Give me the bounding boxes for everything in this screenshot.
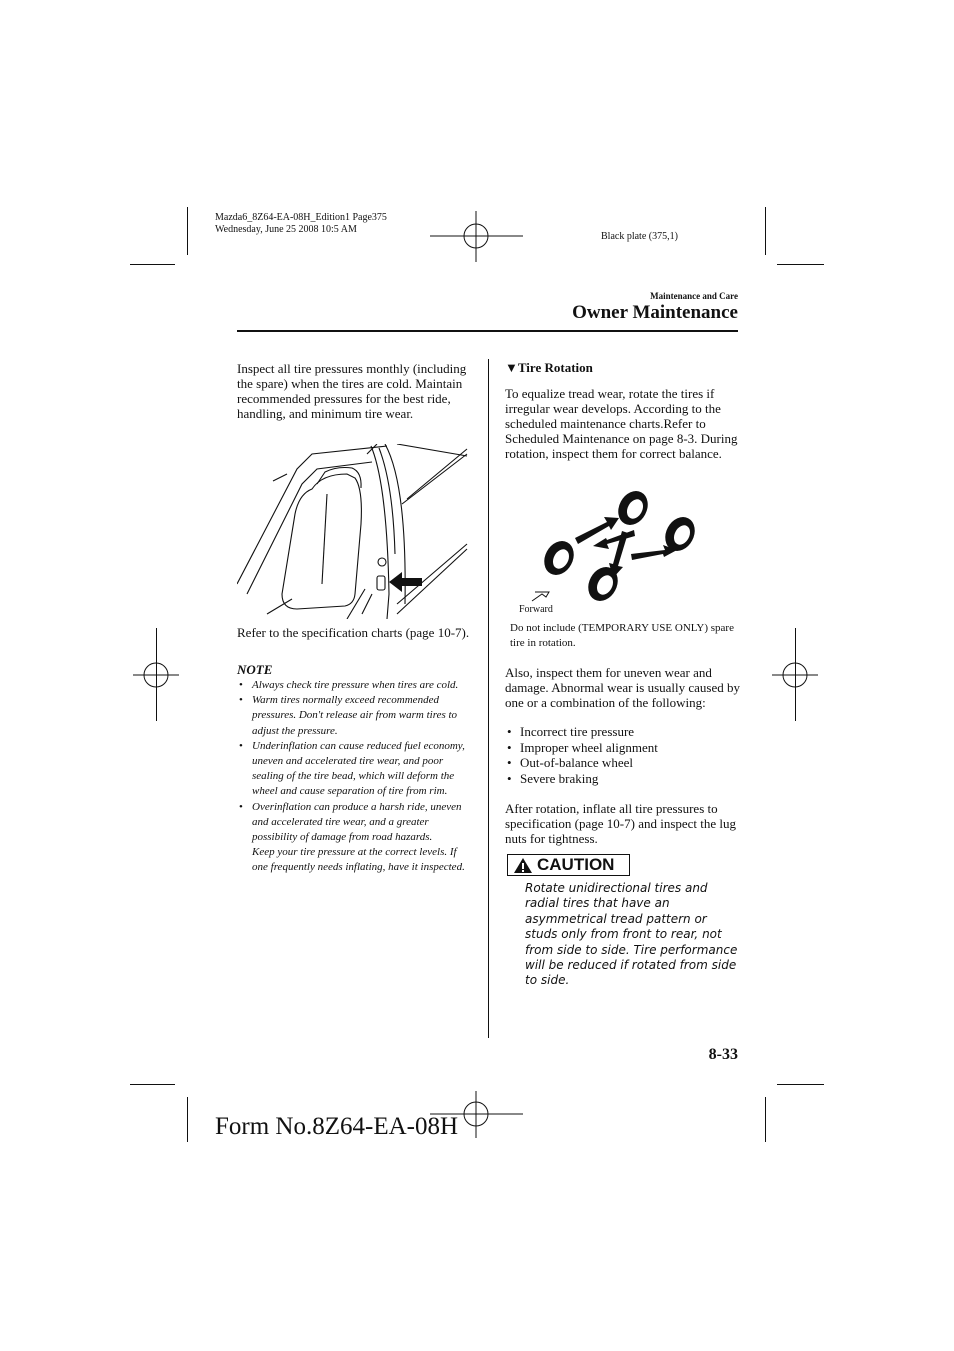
note-text: Overinflation can produce a harsh ride, uneven and accelerated tire wear, and a greater possibility of damage from road hazards. bbox=[252, 800, 462, 844]
list-item: • Underinflation can cause reduced fuel economy, uneven and accelerated tire wear, and poor sealing of the tire bead, which will deform the wheel and cause separation of tire from rim. bbox=[237, 739, 473, 800]
triangle-marker-icon: ▼ bbox=[505, 360, 518, 375]
page-number: 8-33 bbox=[708, 1046, 738, 1063]
rotation-caption: Do not include (TEMPORARY USE ONLY) spare tire in rotation. bbox=[510, 622, 734, 649]
list-item: • Warm tires normally exceed recommended pressures. Don't release air from warm tires to adjust the pressure. bbox=[237, 693, 473, 739]
list-item: • Out-of-balance wheel bbox=[505, 755, 735, 771]
page-title: Owner Maintenance bbox=[572, 302, 738, 323]
plate-label: Black plate (375,1) bbox=[601, 231, 678, 242]
file-line-2: Wednesday, June 25 2008 10:5 AM bbox=[215, 224, 357, 235]
column-divider bbox=[488, 359, 489, 1038]
wear-causes-list bbox=[505, 724, 735, 786]
caution-box bbox=[507, 854, 630, 876]
uneven-wear-paragraph: Also, inspect them for uneven wear and damage. Abnormal wear is usually caused by one or a combination of the following: bbox=[505, 665, 741, 710]
forward-label: Forward bbox=[519, 604, 553, 615]
list-item: • Always check tire pressure when tires are cold. bbox=[237, 678, 473, 693]
note-extra: Keep your tire pressure at the correct levels. If one frequently needs inflating, have it inspected. bbox=[252, 846, 465, 874]
caution-text: Rotate unidirectional tires and radial tires that have an asymmetrical tread pattern or studs only from front to rear, not from side to side. Tire performance will be reduced if rotated from side to side. bbox=[525, 881, 738, 988]
header-rule bbox=[237, 330, 738, 332]
tire-rotation-diagram bbox=[515, 488, 705, 606]
warning-triangle-icon bbox=[513, 857, 533, 874]
caution-label: CAUTION bbox=[537, 855, 615, 874]
note-title: NOTE bbox=[237, 662, 273, 677]
note-list bbox=[237, 678, 473, 876]
intro-paragraph: Inspect all tire pressures monthly (including the spare) when the tires are cold. Maintain recommended pressures for the best ride, handling, and minimum tire wear. bbox=[237, 361, 467, 421]
tire-pressure-label-illustration bbox=[237, 444, 468, 619]
tire-rotation-heading bbox=[505, 360, 593, 376]
list-item: • Severe braking bbox=[505, 771, 735, 787]
after-rotation-paragraph: After rotation, inflate all tire pressures to specification (page 10-7) and inspect the lug nuts for tightness. bbox=[505, 801, 737, 846]
refer-paragraph: Refer to the specification charts (page 10-7). bbox=[237, 625, 470, 640]
section-small: Maintenance and Care bbox=[650, 291, 738, 301]
heading-text: Tire Rotation bbox=[517, 360, 593, 375]
file-info bbox=[215, 212, 455, 236]
rotation-paragraph: To equalize tread wear, rotate the tires if irregular wear develops. According to the scheduled maintenance charts.Refer to Scheduled Maintenance on page 8-3. During rotation, inspect them for correct balance. bbox=[505, 386, 738, 461]
file-line-1: Mazda6_8Z64-EA-08H_Edition1 Page375 bbox=[215, 212, 387, 223]
form-number: Form No.8Z64-EA-08H bbox=[215, 1113, 459, 1140]
list-item: • Incorrect tire pressure bbox=[505, 724, 735, 740]
list-item bbox=[237, 800, 473, 876]
list-item: • Improper wheel alignment bbox=[505, 740, 735, 756]
